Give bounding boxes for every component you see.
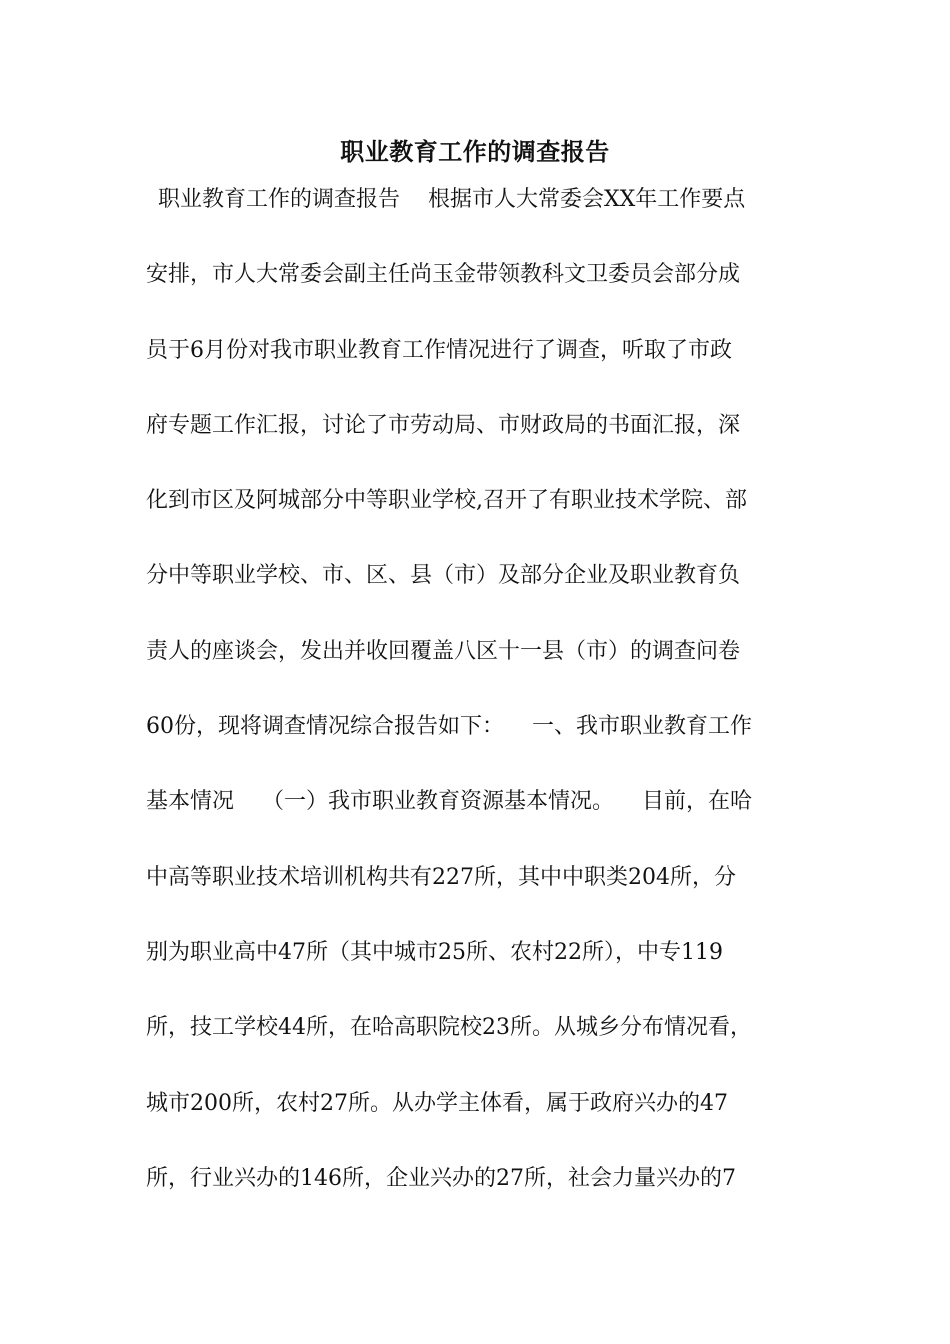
body-line: 别为职业高中47所（其中城市25所、农村22所），中专119 [146, 939, 723, 965]
body-line: 城市200所，农村27所。从办学主体看，属于政府兴办的47 [146, 1090, 728, 1116]
body-line: 所，行业兴办的146所，企业兴办的27所，社会力量兴办的7 [146, 1165, 736, 1191]
body-line: 中高等职业技术培训机构共有227所，其中中职类204所，分 [146, 864, 736, 890]
document-body [146, 180, 826, 1234]
body-line: 府专题工作汇报，讨论了市劳动局、市财政局的书面汇报，深 [146, 412, 741, 438]
body-line: 责人的座谈会，发出并收回覆盖八区十一县（市）的调查问卷 [146, 638, 741, 664]
body-line: 员于6月份对我市职业教育工作情况进行了调查，听取了市政 [146, 337, 732, 363]
body-line: 60份，现将调查情况综合报告如下： 一、我市职业教育工作 [146, 714, 752, 740]
document-title: 职业教育工作的调查报告 [340, 137, 610, 166]
body-line: 分中等职业学校、市、区、县（市）及部分企业及职业教育负 [146, 563, 741, 589]
body-line: 所，技工学校44所，在哈高职院校23所。从城乡分布情况看， [146, 1015, 752, 1041]
body-line: 职业教育工作的调查报告 根据市人大常委会XX年工作要点 [158, 187, 746, 212]
body-line: 基本情况 （一）我市职业教育资源基本情况。 目前，在哈 [146, 789, 752, 815]
body-line: 化到市区及阿城部分中等职业学校,召开了有职业技术学院、部 [146, 488, 747, 514]
body-line: 安排，市人大常委会副主任尚玉金带领教科文卫委员会部分成 [146, 262, 741, 288]
